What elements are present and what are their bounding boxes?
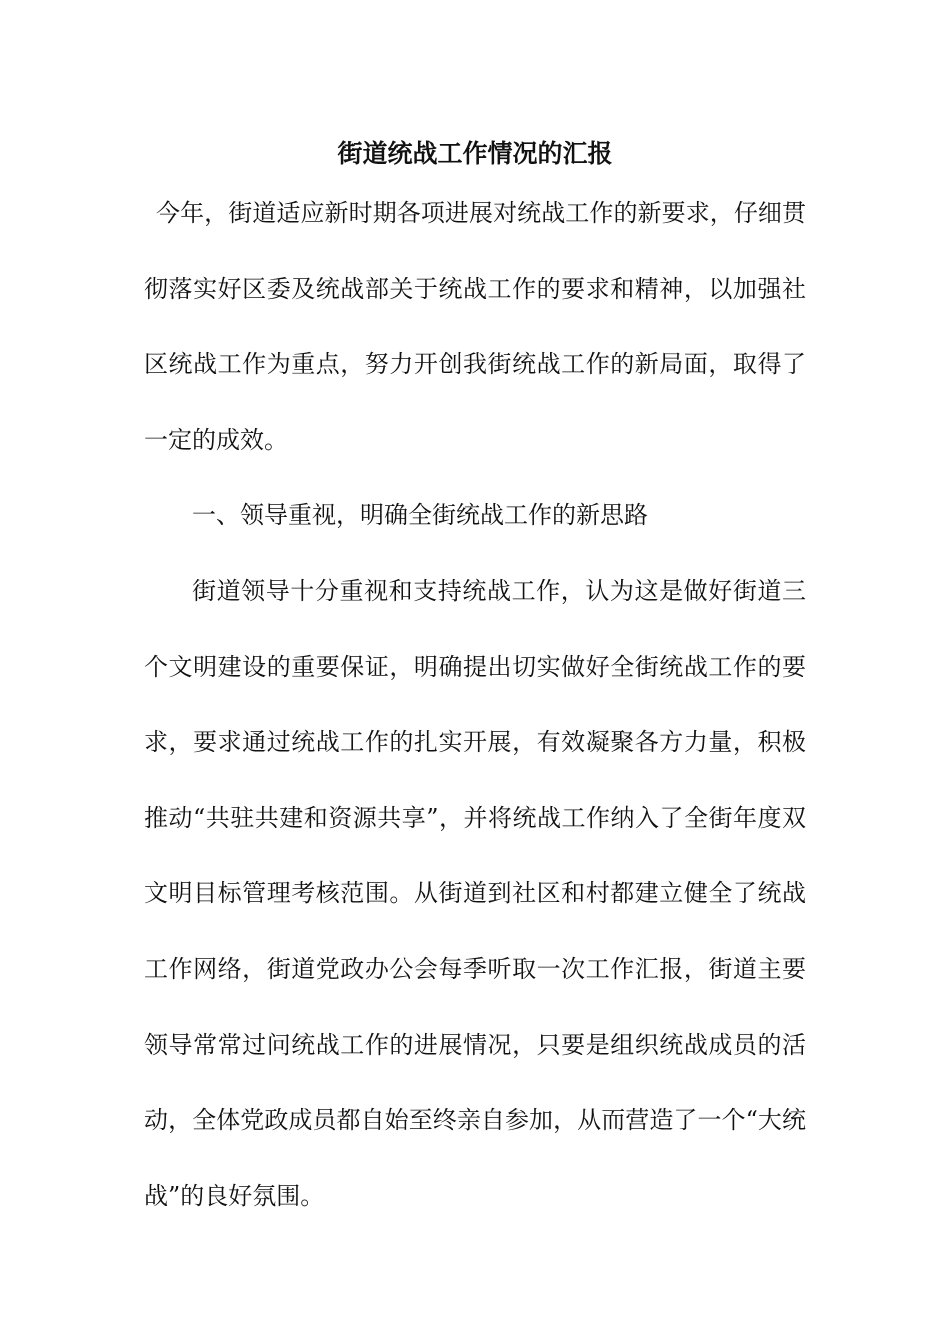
section-1-paragraph: 街道领导十分重视和支持统战工作，认为这是做好街道三个文明建设的重要保证，明确提出切实做好全街统战工作的要求，要求通过统战工作的扎实开展，有效凝聚各方力量，积极推动“共驻共建和资源共享”，并将统战工作纳入了全街年度双文明目标管理考核范围。从街道到社区和村都建立健全了统战工作网络，街道党政办公会每季听取一次工作汇报，街道主要领导常常过问统战工作的进展情况，只要是组织统战成员的活动，全体党政成员都自始至终亲自参加，从而营造了一个“大统战”的良好氛围。	[144, 576, 806, 1210]
intro-paragraph: 今年，街道适应新时期各项进展对统战工作的新要求，仔细贯彻落实好区委及统战部关于统战工作的要求和精神，以加强社区统战工作为重点，努力开创我街统战工作的新局面，取得了一定的成效。	[144, 199, 806, 454]
section-heading-1: 一、领导重视，明确全街统战工作的新思路	[192, 501, 648, 530]
document-body	[144, 176, 806, 1234]
document-title: 街道统战工作情况的汇报	[337, 139, 613, 168]
